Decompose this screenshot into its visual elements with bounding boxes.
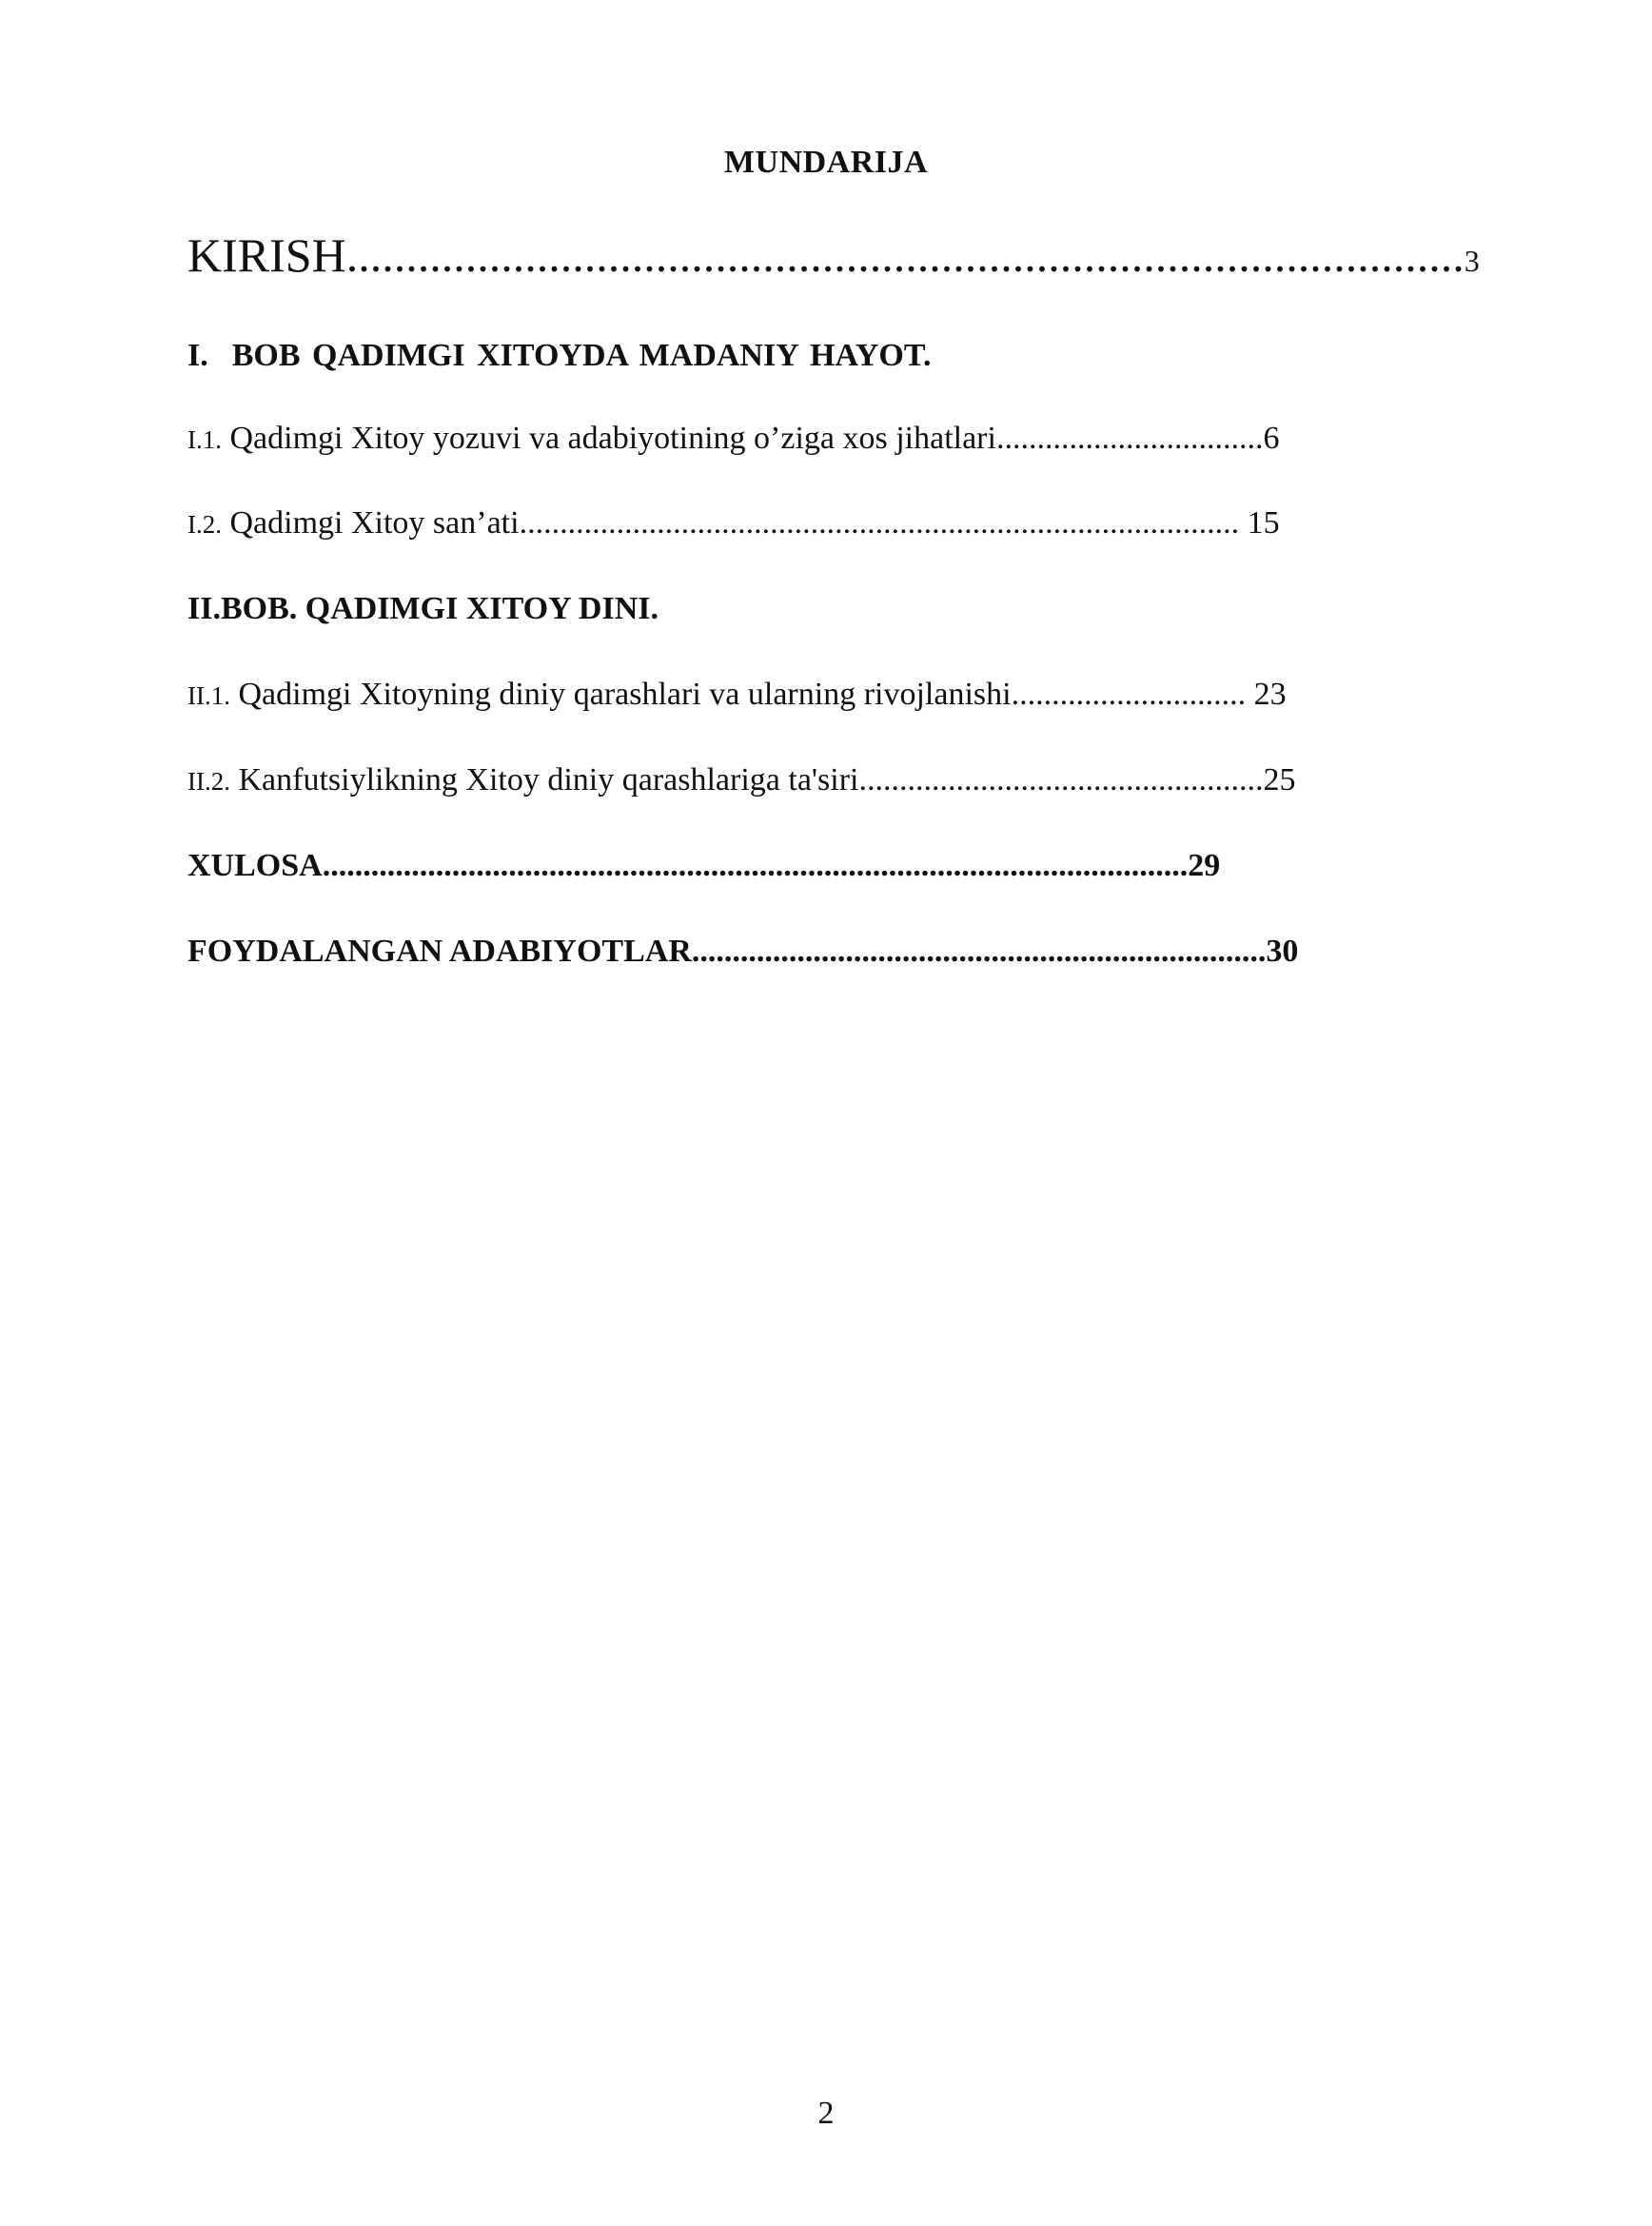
- toc-leader-dots: ..............................................................................................: [345, 228, 1465, 282]
- toc-label: XULOSA: [187, 848, 323, 883]
- toc-chapter-label: BOB QADIMGI XITOYDA MADANIY HAYOT.: [231, 338, 932, 373]
- toc-entry-1-1[interactable]: [187, 420, 1425, 459]
- toc-chapter-number: I.: [187, 338, 208, 373]
- toc-section-number: II.2.: [187, 767, 230, 796]
- toc-leader-dots: .................................: [995, 421, 1264, 456]
- toc-page-number: 29: [1188, 848, 1221, 883]
- toc-label: Qadimgi Xitoyning diniy qarashlari va ularning rivojlanishi: [238, 677, 1012, 712]
- toc-entry-2-2[interactable]: [187, 761, 1444, 800]
- toc-label: Qadimgi Xitoy yozuvi va adabiyotining o’ziga xos jihatlari: [229, 421, 996, 456]
- toc-entry-2-1[interactable]: [187, 676, 1444, 715]
- toc-leader-dots: .......................................................................: [691, 934, 1267, 969]
- toc-chapter-1[interactable]: [187, 337, 932, 376]
- toc-entry-kirish[interactable]: [187, 227, 1480, 284]
- toc-entry-xulosa[interactable]: [187, 847, 1453, 886]
- toc-leader-dots: ..................................................: [858, 762, 1264, 798]
- page-number: 2: [817, 2096, 835, 2131]
- toc-chapter-2[interactable]: [187, 590, 659, 629]
- toc-page-number: 23: [1253, 677, 1287, 712]
- toc-chapter-label: BOB. QADIMGI XITOY DINI.: [220, 591, 659, 626]
- toc-entry-foydalangan-adabiyotlar[interactable]: [187, 933, 1453, 972]
- toc-page-number: 15: [1247, 505, 1280, 541]
- toc-section-number: I.2.: [187, 510, 222, 539]
- toc-page-number: 3: [1464, 244, 1480, 278]
- toc-label: KIRISH: [187, 228, 346, 282]
- toc-leader-dots: .............................: [1011, 677, 1254, 712]
- toc-label: Qadimgi Xitoy san’ati: [229, 505, 520, 541]
- toc-page-number: 6: [1263, 421, 1280, 456]
- toc-section-number: I.1.: [187, 425, 222, 454]
- toc-section-number: II.1.: [187, 681, 230, 710]
- toc-page-number: 30: [1266, 934, 1299, 969]
- toc-page-number: 25: [1263, 762, 1296, 798]
- toc-label: Kanfutsiylikning Xitoy diniy qarashlariga ta'siri: [238, 762, 859, 798]
- toc-entry-1-2[interactable]: [187, 504, 1444, 543]
- toc-chapter-number: II.: [187, 591, 221, 626]
- toc-label: FOYDALANGAN ADABIYOTLAR: [187, 934, 692, 969]
- toc-leader-dots: ...........................................................................................................: [322, 848, 1189, 883]
- page-title: MUNDARIJA: [723, 145, 929, 180]
- toc-leader-dots: .........................................................................................: [519, 505, 1248, 541]
